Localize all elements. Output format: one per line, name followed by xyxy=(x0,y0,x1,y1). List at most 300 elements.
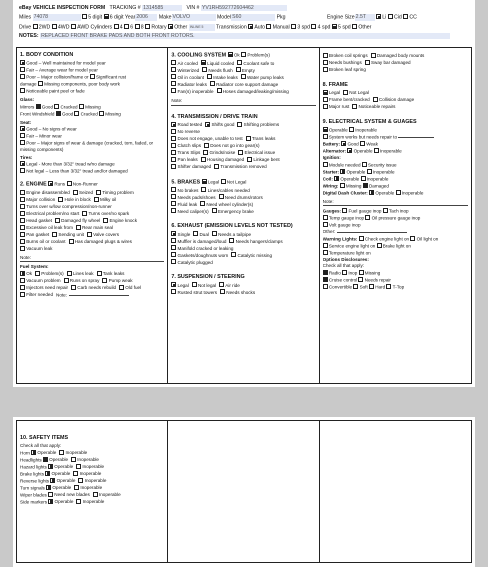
problem-s-label: Problem(s) xyxy=(41,271,64,277)
side-markers-operable-label: Operable xyxy=(54,499,74,504)
engine-size-field[interactable]: 2.5T xyxy=(355,14,375,20)
year-field[interactable]: 2006 xyxy=(135,14,157,20)
li-checkbox[interactable] xyxy=(376,14,381,19)
headlights-operable-checkbox[interactable] xyxy=(43,457,48,462)
sending-unit-checkbox[interactable] xyxy=(52,232,57,237)
needs-hangers-clamps-label: Needs hangers/clamps xyxy=(235,238,283,244)
coolant-safe-to-checkbox[interactable] xyxy=(237,60,242,65)
trans-leaks-checkbox[interactable] xyxy=(246,136,251,141)
no-reverse-label: No reverse xyxy=(177,129,200,135)
does-not-engage-unable-to-test-checkbox[interactable] xyxy=(171,136,176,141)
starter-operable-label: Operable xyxy=(346,169,366,174)
checklist-row xyxy=(323,104,468,111)
checklist-row xyxy=(323,53,468,60)
battery-label: Battery: xyxy=(322,141,341,147)
runs-on-spray-checkbox[interactable] xyxy=(64,278,69,283)
side-markers-inoperable-label: Inoperable xyxy=(82,499,105,504)
cooling-ok-checkbox[interactable] xyxy=(228,52,233,57)
side-markers-inoperable-checkbox[interactable] xyxy=(76,499,81,504)
cooling-problems-checkbox[interactable] xyxy=(241,52,246,57)
vin-field[interactable]: YV1RH592772604462 xyxy=(201,5,287,11)
wiring-missing-checkbox[interactable] xyxy=(340,183,345,188)
gauges-other-line[interactable] xyxy=(337,232,407,233)
brake-light-checkbox[interactable] xyxy=(377,243,382,248)
road-tested-label: Road tested xyxy=(177,122,203,128)
cid-checkbox[interactable] xyxy=(388,14,393,19)
page2-column-3 xyxy=(320,421,471,562)
shifter-damaged-checkbox[interactable] xyxy=(171,164,176,169)
coil-inoperable-checkbox[interactable] xyxy=(361,176,366,181)
major-rust-checkbox[interactable] xyxy=(323,104,328,109)
miles-field[interactable]: 74078 xyxy=(33,14,81,20)
volt-gauge-checkbox[interactable] xyxy=(323,222,328,227)
checklist-row xyxy=(171,252,315,259)
winterized-checkbox[interactable] xyxy=(171,67,176,72)
not-legal-checkbox[interactable] xyxy=(343,90,348,95)
check-engine-checkbox[interactable] xyxy=(359,236,364,241)
inspection-grid xyxy=(16,47,472,384)
paint-peel-checkbox[interactable] xyxy=(20,88,25,93)
tach-checkbox[interactable] xyxy=(383,208,388,213)
noticeable-repairs-checkbox[interactable] xyxy=(352,104,357,109)
water-pump-leaks-label: Water pump leaks xyxy=(246,74,284,80)
reverse-lights-operable-checkbox[interactable] xyxy=(50,478,55,483)
reverse-lights-label: Reverse lights xyxy=(20,478,51,483)
alt-inoperable-checkbox[interactable] xyxy=(374,148,379,153)
windshield-good-checkbox[interactable] xyxy=(56,111,61,116)
turn-signals-operable-label: Operable xyxy=(52,485,72,490)
engine-section-heading xyxy=(20,181,164,187)
miles-label: Miles xyxy=(19,14,32,21)
cid-label: Cid xyxy=(393,14,402,21)
dual-checkbox[interactable] xyxy=(193,231,198,236)
trans-leaks-label: Trans leaks xyxy=(251,136,276,142)
battery-good-checkbox[interactable] xyxy=(341,141,346,146)
checklist-row xyxy=(20,204,164,211)
turns-over-w-low-compression-non-runner-checkbox[interactable] xyxy=(20,204,25,209)
grinds-noise-checkbox[interactable] xyxy=(203,150,208,155)
body-good-checkbox[interactable] xyxy=(20,60,25,65)
rear-main-seal-checkbox[interactable] xyxy=(76,225,81,230)
gauges-other-label: Other: xyxy=(322,229,336,235)
cyl-8-checkbox[interactable] xyxy=(135,24,140,29)
starter-operable-checkbox[interactable] xyxy=(340,169,345,174)
horn-inoperable-checkbox[interactable] xyxy=(59,450,64,455)
milky-oil-checkbox[interactable] xyxy=(94,197,99,202)
air-ride-checkbox[interactable] xyxy=(219,282,224,287)
filter-needed-checkbox[interactable] xyxy=(20,292,25,297)
coil-inoperable-label: Inoperable xyxy=(366,176,389,181)
transmission-label: Transmission xyxy=(216,24,247,31)
legal-checkbox[interactable] xyxy=(171,282,176,287)
seat-fair-checkbox[interactable] xyxy=(20,133,25,138)
trans-4spd-checkbox[interactable] xyxy=(311,24,316,29)
checklist-row xyxy=(171,122,315,129)
elec-operable-checkbox[interactable] xyxy=(323,127,328,132)
electrical-issue-label: Electrical issue xyxy=(244,150,276,156)
needs-bushings-checkbox[interactable] xyxy=(323,60,328,65)
linkage-bent-checkbox[interactable] xyxy=(247,157,252,162)
air-cooled-checkbox[interactable] xyxy=(171,60,176,65)
cc-checkbox[interactable] xyxy=(403,14,408,19)
fluid-leak-checkbox[interactable] xyxy=(171,201,176,206)
damaged-body-mounts-label: Damaged body mounts xyxy=(376,53,425,59)
seat-good-label: Good – No signs of wear xyxy=(26,126,77,132)
housing-damaged-checkbox[interactable] xyxy=(201,157,206,162)
trans-auto-checkbox[interactable] xyxy=(248,24,253,29)
hard-top-label: Hard xyxy=(375,284,386,290)
needs-flush-checkbox[interactable] xyxy=(202,67,207,72)
starter-inoperable-label: Inoperable xyxy=(372,169,395,174)
electrical-issue-checkbox[interactable] xyxy=(238,150,243,155)
fuel-system-label: Fuel System: xyxy=(20,264,49,270)
legal-checkbox[interactable] xyxy=(323,90,328,95)
model-field[interactable]: S60 xyxy=(231,14,275,20)
engine-nonrunner-label: Non-Runner xyxy=(72,181,98,187)
trans-3spd-checkbox[interactable] xyxy=(291,24,296,29)
hazard-lights-operable-label: Operable xyxy=(54,464,74,469)
electrical-note-line[interactable] xyxy=(323,199,468,207)
fuel-gauge-checkbox[interactable] xyxy=(342,208,347,213)
turn-signals-inoperable-checkbox[interactable] xyxy=(74,485,79,490)
cyl-other-field[interactable]: INLINE 5 xyxy=(189,24,215,30)
brake-lights-operable-checkbox[interactable] xyxy=(45,471,50,476)
battery-weak-label: Weak xyxy=(366,141,378,147)
elec-inoperable-checkbox[interactable] xyxy=(349,127,354,132)
vacuum-leak-checkbox[interactable] xyxy=(20,246,25,251)
engine-runs-checkbox[interactable] xyxy=(48,181,53,186)
battery-good-label: Good xyxy=(347,141,359,147)
coil-operable-checkbox[interactable] xyxy=(334,176,339,181)
checklist-row xyxy=(20,239,164,246)
engine-disassembled-checkbox[interactable] xyxy=(20,190,25,195)
pump-weak-checkbox[interactable] xyxy=(102,278,107,283)
alt-operable-checkbox[interactable] xyxy=(347,148,352,153)
pan-gasket-checkbox[interactable] xyxy=(20,232,25,237)
page2-column-2 xyxy=(168,421,319,562)
damaged-fly-wheel-checkbox[interactable] xyxy=(55,218,60,223)
radio-inop-label: Inop xyxy=(348,270,358,276)
security-checkbox[interactable] xyxy=(362,162,367,167)
hazard-lights-operable-checkbox[interactable] xyxy=(48,464,53,469)
needs-hangers-clamps-checkbox[interactable] xyxy=(229,238,234,243)
wiring-damaged-checkbox[interactable] xyxy=(363,183,368,188)
fluid-leak-label: Fluid leak xyxy=(177,201,198,207)
seized-checkbox[interactable] xyxy=(73,190,78,195)
sys-works-checkbox[interactable] xyxy=(323,134,328,139)
checklist-row xyxy=(20,190,164,197)
inspection-form-page-2 xyxy=(13,417,475,567)
needs-shocks-checkbox[interactable] xyxy=(220,289,225,294)
hazard-lights-inoperable-checkbox[interactable] xyxy=(76,464,81,469)
service-light-checkbox[interactable] xyxy=(323,243,328,248)
sys-works-label: System works but needs repair to xyxy=(328,134,398,140)
no-brakes-checkbox[interactable] xyxy=(171,187,176,192)
gaskets-doughnuts-worn-checkbox[interactable] xyxy=(171,252,176,257)
frame-bent-cracked-checkbox[interactable] xyxy=(323,97,328,102)
cooling-section-heading xyxy=(171,52,315,58)
trans-slips-checkbox[interactable] xyxy=(171,150,176,155)
reverse-lights-inoperable-checkbox[interactable] xyxy=(78,478,83,483)
cyl-6-checkbox[interactable] xyxy=(124,24,129,29)
needs-a-tailpipe-checkbox[interactable] xyxy=(212,231,217,236)
pan-leaks-checkbox[interactable] xyxy=(171,157,176,162)
sway-bar-damaged-checkbox[interactable] xyxy=(365,60,370,65)
cruise-repair-checkbox[interactable] xyxy=(358,277,363,282)
rusted-strut-towers-label: Rusted strut towers xyxy=(177,289,218,295)
cruise-checkbox[interactable] xyxy=(323,277,328,282)
checklist-row xyxy=(20,278,164,285)
carb-needs-rebuild-checkbox[interactable] xyxy=(71,285,76,290)
need-wheel-cylinder-s-checkbox[interactable] xyxy=(200,201,205,206)
trans-other-checkbox[interactable] xyxy=(352,24,357,29)
electrical-problem-no-start-checkbox[interactable] xyxy=(20,211,25,216)
ttop-checkbox[interactable] xyxy=(386,284,391,289)
body-fair-checkbox[interactable] xyxy=(20,67,25,72)
mirrors-good-checkbox[interactable] xyxy=(36,104,41,109)
transmission-removed-checkbox[interactable] xyxy=(214,164,219,169)
tracking-field[interactable]: 1314585 xyxy=(142,5,182,11)
electrical-note-label: Note: xyxy=(322,198,334,204)
mirrors-missing-checkbox[interactable] xyxy=(79,104,84,109)
checklist-row xyxy=(171,157,315,164)
radiator-core-support-damage-checkbox[interactable] xyxy=(210,81,215,86)
shifter-damaged-label: Shifter damaged xyxy=(177,164,212,170)
drive-2wd-checkbox[interactable] xyxy=(33,24,38,29)
checklist-row xyxy=(171,150,315,157)
wiper-blades-inoperable-checkbox[interactable] xyxy=(93,492,98,497)
radio-checkbox[interactable] xyxy=(323,270,328,275)
trans-5spd-checkbox[interactable] xyxy=(332,24,337,29)
mirrors-cracked-checkbox[interactable] xyxy=(54,104,59,109)
tank-leaks-label: Tank leaks xyxy=(102,271,125,277)
engine-note-line[interactable] xyxy=(20,255,164,263)
battery-weak-checkbox[interactable] xyxy=(360,141,365,146)
needs-pads-shoes-checkbox[interactable] xyxy=(171,194,176,199)
fuel-note-label: Note: xyxy=(56,292,67,298)
cyl-4-checkbox[interactable] xyxy=(114,24,119,29)
headlights-inoperable-checkbox[interactable] xyxy=(71,457,76,462)
empty-checkbox[interactable] xyxy=(236,67,241,72)
does-not-go-into-gear-s-checkbox[interactable] xyxy=(204,143,209,148)
radio-missing-checkbox[interactable] xyxy=(359,270,364,275)
alt-operable-label: Operable xyxy=(353,148,373,154)
brake-lights-inoperable-checkbox[interactable] xyxy=(73,471,78,476)
engine-nonrunner-checkbox[interactable] xyxy=(67,181,72,186)
problem-s-checkbox[interactable] xyxy=(35,271,40,276)
emergency-brake-checkbox[interactable] xyxy=(212,208,217,213)
safety-row xyxy=(20,464,164,471)
digit6-checkbox[interactable] xyxy=(104,14,109,19)
does-not-engage-unable-to-test-label: Does not engage, unable to test xyxy=(177,136,243,142)
soft-top-checkbox[interactable] xyxy=(353,284,358,289)
collision-damage-checkbox[interactable] xyxy=(373,97,378,102)
wiring-damaged-label: Damaged xyxy=(368,183,389,188)
no-reverse-checkbox[interactable] xyxy=(171,129,176,134)
checklist-row xyxy=(171,194,315,201)
muffler-is-damaged-loud-checkbox[interactable] xyxy=(171,238,176,243)
lines-leak-checkbox[interactable] xyxy=(67,271,72,276)
fuel-items xyxy=(20,271,164,299)
digit5-checkbox[interactable] xyxy=(82,14,87,19)
tires-notlegal-checkbox[interactable] xyxy=(20,168,25,173)
single-checkbox[interactable] xyxy=(171,231,176,236)
trans-other-label: Other xyxy=(358,24,372,31)
checklist-row xyxy=(171,282,315,289)
hoses-damaged-leaking-missing-checkbox[interactable] xyxy=(217,88,222,93)
checklist-row xyxy=(323,97,468,104)
valve-covers-checkbox[interactable] xyxy=(87,232,92,237)
engine-items xyxy=(20,190,164,253)
horn-operable-label: Operable xyxy=(37,450,57,455)
tires-legal-checkbox[interactable] xyxy=(20,161,25,166)
temp-gauge-checkbox[interactable] xyxy=(323,215,328,220)
catalytic-plugged-checkbox[interactable] xyxy=(171,259,176,264)
trans-5spd-label: 5 spd xyxy=(338,24,351,31)
side-markers-operable-checkbox[interactable] xyxy=(48,499,53,504)
mirrors-cracked-label: Cracked xyxy=(60,104,78,109)
broken-coil-springs-checkbox[interactable] xyxy=(323,53,328,58)
brakes-legal-checkbox[interactable] xyxy=(202,179,207,184)
shifts-good-checkbox[interactable] xyxy=(205,122,210,127)
checklist-row xyxy=(20,218,164,225)
engine-knock-checkbox[interactable] xyxy=(103,218,108,223)
drive-4wd-checkbox[interactable] xyxy=(52,24,57,29)
manifold-cracked-or-leaking-checkbox[interactable] xyxy=(171,245,176,250)
need-drums-rotors-checkbox[interactable] xyxy=(219,194,224,199)
fuel-gauge-label: Fuel gauge inop xyxy=(348,208,382,214)
needs-pads-shoes-label: Needs pads/shoes xyxy=(177,194,216,200)
make-label: Make xyxy=(158,14,172,21)
not-legal-checkbox[interactable] xyxy=(192,282,197,287)
intake-leaks-label: Intake leaks xyxy=(213,74,238,80)
radiator-leaks-checkbox[interactable] xyxy=(171,81,176,86)
header-row-1 xyxy=(19,5,471,11)
shifting-problems-checkbox[interactable] xyxy=(237,122,242,127)
burns-oil-or-coolant-checkbox[interactable] xyxy=(20,239,25,244)
alternator-label: Alternator: xyxy=(322,148,347,154)
excessive-oil-leak-from-checkbox[interactable] xyxy=(20,225,25,230)
damaged-body-mounts-checkbox[interactable] xyxy=(371,53,376,58)
broken-leaf-spring-checkbox[interactable] xyxy=(323,67,328,72)
headlights-label: Headlights xyxy=(20,457,43,462)
filter-needed-label: Filter needed xyxy=(26,292,54,298)
windshield-good-label: Good xyxy=(61,111,74,116)
air-ride-label: Air ride xyxy=(225,282,240,288)
temp-light-checkbox[interactable] xyxy=(323,250,328,255)
head-gasket-checkbox[interactable] xyxy=(20,218,25,223)
starter-inoperable-checkbox[interactable] xyxy=(367,169,372,174)
ok-checkbox[interactable] xyxy=(20,271,25,276)
header-row-notes xyxy=(19,33,471,39)
checklist-row xyxy=(171,238,315,245)
winterized-label: Winterized xyxy=(177,67,200,73)
clutch-slips-checkbox[interactable] xyxy=(171,143,176,148)
brake-lights-label: Brake lights xyxy=(20,471,46,476)
checklist-row xyxy=(323,60,468,67)
liquid-cooled-checkbox[interactable] xyxy=(201,60,206,65)
paint-peel-label: Noticeable paint peel or fade xyxy=(26,88,85,94)
notes-field[interactable]: REPLACED FRONT BRAKE PADS AND BOTH FRONT ROTORS. xyxy=(40,33,450,39)
brakes-notlegal-checkbox[interactable] xyxy=(221,179,226,184)
fuel-note-line[interactable] xyxy=(69,295,129,296)
tank-leaks-checkbox[interactable] xyxy=(97,271,102,276)
suspension-items xyxy=(171,282,315,296)
body-poor-checkbox[interactable] xyxy=(20,74,25,79)
seat-poor-checkbox[interactable] xyxy=(20,140,25,145)
radio-inop-checkbox[interactable] xyxy=(342,270,347,275)
wiper-blades-need-new-blades-checkbox[interactable] xyxy=(48,492,53,497)
hard-top-checkbox[interactable] xyxy=(369,284,374,289)
hole-in-block-checkbox[interactable] xyxy=(58,197,63,202)
rotary-checkbox[interactable] xyxy=(145,24,150,29)
timing-problem-checkbox[interactable] xyxy=(96,190,101,195)
intake-leaks-checkbox[interactable] xyxy=(207,74,212,79)
oil-in-coolant-checkbox[interactable] xyxy=(171,74,176,79)
model-label: Model xyxy=(216,14,232,21)
horn-label: Horn xyxy=(20,450,32,455)
windshield-cracked-checkbox[interactable] xyxy=(74,111,79,116)
need-caliper-s-checkbox[interactable] xyxy=(171,208,176,213)
catalytic-missing-checkbox[interactable] xyxy=(231,252,236,257)
cyl-other-checkbox[interactable] xyxy=(168,24,173,29)
oil-pressure-checkbox[interactable] xyxy=(365,215,370,220)
dash-operable-checkbox[interactable] xyxy=(369,190,374,195)
options-label: Options Disclosures: xyxy=(322,256,369,262)
old-fuel-checkbox[interactable] xyxy=(119,285,124,290)
dash-inoperable-checkbox[interactable] xyxy=(396,190,401,195)
radiator-leaks-label: Radiator leaks xyxy=(177,81,207,87)
rusted-strut-towers-checkbox[interactable] xyxy=(171,289,176,294)
side-markers-label: Side markers xyxy=(20,499,49,504)
turns-over-no-spark-checkbox[interactable] xyxy=(82,211,87,216)
sys-works-line[interactable] xyxy=(398,137,434,138)
missing-components-checkbox[interactable] xyxy=(38,81,43,86)
damaged-fly-wheel-label: Damaged fly wheel xyxy=(61,218,101,223)
injectors-need-repair-checkbox[interactable] xyxy=(20,285,25,290)
convertible-checkbox[interactable] xyxy=(323,284,328,289)
trans-manual-checkbox[interactable] xyxy=(266,24,271,29)
seat-good-checkbox[interactable] xyxy=(20,126,25,131)
has-damaged-plugs-wires-checkbox[interactable] xyxy=(69,239,74,244)
header-row-3 xyxy=(19,24,471,31)
hole-in-block-label: Hole in block xyxy=(64,197,91,202)
sig-rust-checkbox[interactable] xyxy=(90,74,95,79)
fan-s-inoperable-checkbox[interactable] xyxy=(171,88,176,93)
brakes-notlegal-label: Not Legal xyxy=(226,179,247,185)
collision-damage-label: Collision damage xyxy=(378,97,415,103)
oil-light-checkbox[interactable] xyxy=(410,236,415,241)
windshield-cracked-label: Cracked xyxy=(80,111,98,116)
shifting-problems-label: Shifting problems xyxy=(243,122,280,128)
turn-signals-operable-checkbox[interactable] xyxy=(46,485,51,490)
drive-awd-checkbox[interactable] xyxy=(71,24,76,29)
suspension-title: 7. SUSPENSION / STEERING xyxy=(171,274,245,281)
windshield-missing-checkbox[interactable] xyxy=(99,111,104,116)
major-collision-checkbox[interactable] xyxy=(20,197,25,202)
horn-operable-checkbox[interactable] xyxy=(31,450,36,455)
make-field[interactable]: VOLVO xyxy=(172,14,216,20)
water-pump-leaks-checkbox[interactable] xyxy=(241,74,246,79)
need-drums-rotors-label: Need drums/rotors xyxy=(224,194,263,200)
checklist-row xyxy=(171,143,315,150)
vacuum-problem-checkbox[interactable] xyxy=(20,278,25,283)
module-checkbox[interactable] xyxy=(323,162,328,167)
road-tested-checkbox[interactable] xyxy=(171,122,176,127)
cooling-note-line[interactable] xyxy=(171,98,315,106)
soft-top-label: Soft xyxy=(359,284,368,290)
lines-cables-needed-checkbox[interactable] xyxy=(201,187,206,192)
